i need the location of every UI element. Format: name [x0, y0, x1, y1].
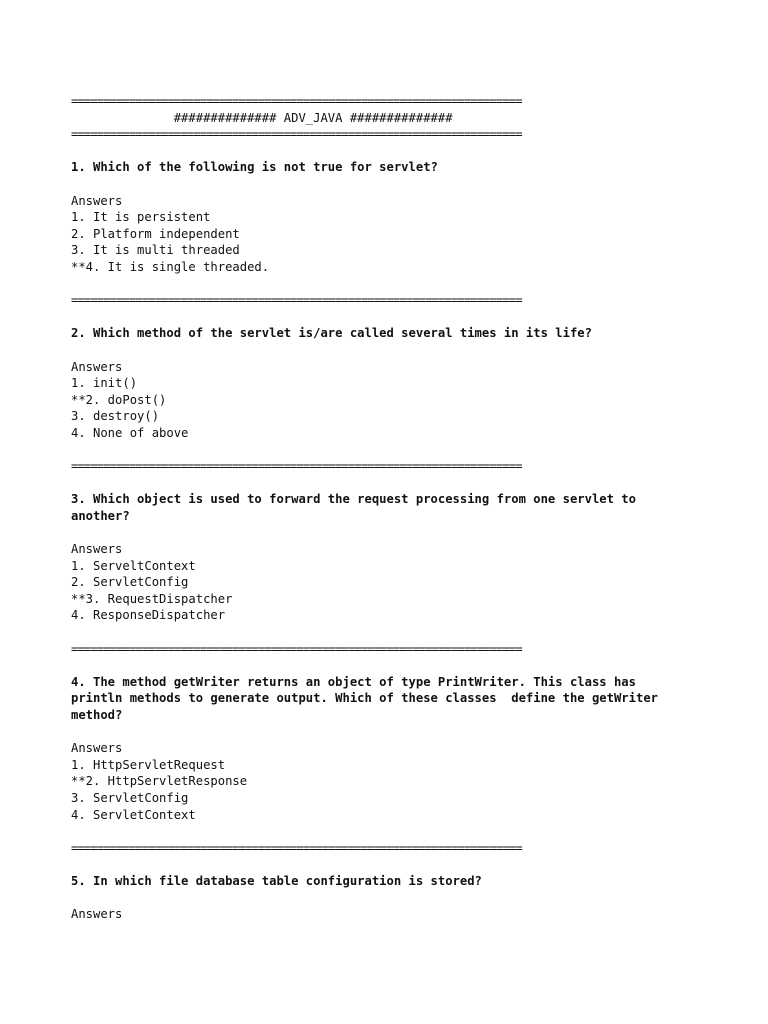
spacer: [71, 823, 711, 840]
spacer: [71, 475, 711, 492]
answers-label: Answers: [71, 741, 123, 756]
question-block-1: [71, 159, 711, 176]
answers-label: Answers: [71, 359, 123, 374]
spacer: [71, 441, 711, 458]
question-text: 4. The method getWriter returns an object of type PrintWriter. This class has: [71, 674, 636, 689]
answer-option: 1. HttpServletRequest: [71, 757, 226, 772]
spacer: [71, 856, 711, 873]
document-page: [71, 93, 711, 923]
spacer: [71, 524, 711, 541]
answer-option: 4. ServletContext: [71, 807, 196, 822]
answer-option: 1. It is persistent: [71, 210, 211, 225]
spacer: [71, 624, 711, 641]
spacer: [71, 342, 711, 359]
answers-label: Answers: [71, 907, 123, 922]
spacer: [71, 657, 711, 674]
answer-option: 2. Platform independent: [71, 226, 240, 241]
answer-option: 4. ResponseDispatcher: [71, 608, 226, 623]
answer-option: 3. ServletConfig: [71, 790, 189, 805]
question-text: another?: [71, 508, 130, 523]
answer-option: 1. ServeltContext: [71, 558, 196, 573]
answer-option: 2. ServletConfig: [71, 575, 189, 590]
question-block-3: [71, 491, 711, 524]
answer-option: 4. None of above: [71, 425, 189, 440]
question-text: 3. Which object is used to forward the request processing from one servlet to: [71, 492, 636, 507]
divider: ======================================================================: [71, 459, 522, 474]
question-block-2: [71, 325, 711, 342]
question-text: 2. Which method of the servlet is/are called several times in its life?: [71, 326, 592, 341]
answer-option: 3. It is multi threaded: [71, 243, 240, 258]
spacer: [71, 276, 711, 293]
spacer: [71, 890, 711, 907]
spacer: [71, 143, 711, 160]
question-text: 1. Which of the following is not true for servlet?: [71, 160, 438, 175]
answer-option-correct: **4. It is single threaded.: [71, 259, 270, 274]
question-text: 5. In which file database table configuration is stored?: [71, 873, 482, 888]
divider: ======================================================================: [71, 840, 522, 855]
spacer: [71, 176, 711, 193]
question-block-5: [71, 873, 711, 890]
question-text: method?: [71, 707, 123, 722]
spacer: [71, 724, 711, 741]
answer-option-correct: **3. RequestDispatcher: [71, 591, 233, 606]
spacer: [71, 309, 711, 326]
divider: ======================================================================: [71, 293, 522, 308]
answer-option-correct: **2. HttpServletResponse: [71, 774, 248, 789]
document-title: ############## ADV_JAVA ##############: [71, 110, 453, 125]
answer-option: 1. init(): [71, 376, 138, 391]
divider: ======================================================================: [71, 127, 522, 142]
question-text: println methods to generate output. Which of these classes define the getWriter: [71, 691, 658, 706]
answers-label: Answers: [71, 542, 123, 557]
question-block-4: [71, 674, 711, 724]
divider: ======================================================================: [71, 641, 522, 656]
divider: ======================================================================: [71, 94, 522, 108]
answer-option: 3. destroy(): [71, 409, 160, 424]
answers-label: Answers: [71, 193, 123, 208]
answer-option-correct: **2. doPost(): [71, 392, 167, 407]
